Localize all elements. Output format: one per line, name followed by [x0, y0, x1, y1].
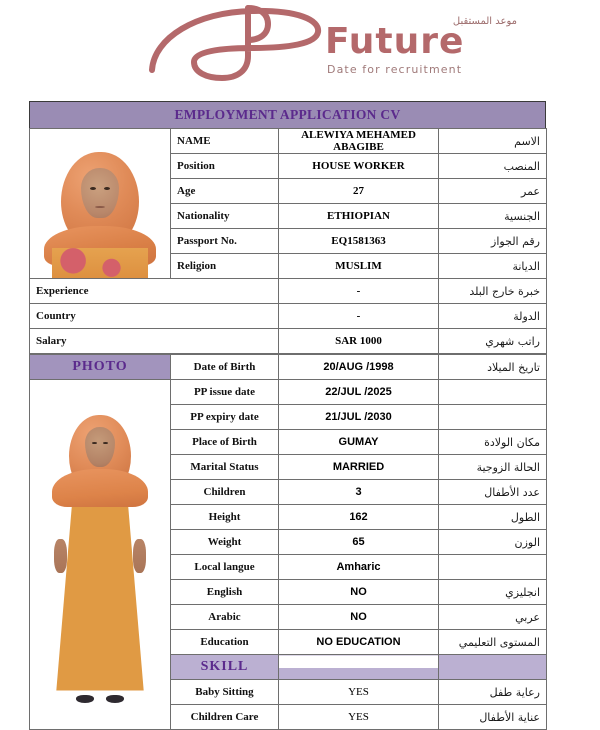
- row-arabic-label: الوزن: [439, 530, 547, 555]
- details-table: [29, 354, 547, 730]
- row-label: PP issue date: [171, 380, 279, 405]
- row-label: Height: [171, 505, 279, 530]
- row-label: Marital Status: [171, 455, 279, 480]
- row-arabic-label: راتب شهري: [439, 329, 547, 354]
- row-label: Experience: [30, 279, 279, 304]
- row-arabic-label: الجنسية: [439, 204, 547, 229]
- logo-wordmark: Future: [325, 21, 465, 62]
- headshot-photo-cell: [30, 129, 171, 279]
- row-label: Passport No.: [171, 229, 279, 254]
- row-label: Religion: [171, 254, 279, 279]
- row-label: Country: [30, 304, 279, 329]
- row-value: YES: [279, 680, 439, 705]
- row-arabic-label: الحالة الزوجية: [439, 455, 547, 480]
- row-arabic-label: تاريخ الميلاد: [439, 355, 547, 380]
- row-value: 21/JUL /2030: [279, 405, 439, 430]
- row-value: MUSLIM: [279, 254, 439, 279]
- row-arabic-label: [439, 405, 547, 430]
- row-value: -: [279, 304, 439, 329]
- row-label: Weight: [171, 530, 279, 555]
- photo-header-band: [30, 355, 171, 380]
- row-value: 27: [279, 179, 439, 204]
- photo-eye-left: [92, 442, 97, 444]
- row-value: 65: [279, 530, 439, 555]
- photo-header-label: PHOTO: [72, 359, 128, 374]
- row-arabic-label: عناية الأطفال: [439, 705, 547, 730]
- row-label: Nationality: [171, 204, 279, 229]
- headshot-photo: [36, 130, 164, 278]
- row-value: EQ1581363: [279, 229, 439, 254]
- row-value: YES: [279, 705, 439, 730]
- row-arabic-label: المستوى التعليمي: [439, 630, 547, 655]
- row-label: Age: [171, 179, 279, 204]
- company-logo-area: [0, 0, 600, 95]
- row-label: PP expiry date: [171, 405, 279, 430]
- row-value: 22/JUL /2025: [279, 380, 439, 405]
- row-label: Children Care: [171, 705, 279, 730]
- row-value: NO: [279, 580, 439, 605]
- row-value: HOUSE WORKER: [279, 154, 439, 179]
- row-arabic-label: عربي: [439, 605, 547, 630]
- row-value: MARRIED: [279, 455, 439, 480]
- skill-header-band: [171, 655, 279, 680]
- row-value: 20/AUG /1998: [279, 355, 439, 380]
- future-logo-mark: [148, 4, 353, 84]
- row-value: ALEWIYA MEHAMED ABAGIBE: [279, 129, 439, 154]
- document-title-band: [29, 101, 546, 128]
- page-title: EMPLOYMENT APPLICATION CV: [174, 107, 401, 122]
- row-arabic-label: انجليزي: [439, 580, 547, 605]
- table-row: [30, 279, 547, 304]
- row-label: Arabic: [171, 605, 279, 630]
- photo-mouth: [95, 206, 105, 208]
- row-arabic-label: الدولة: [439, 304, 547, 329]
- row-value: Amharic: [279, 555, 439, 580]
- logo-tagline: Date for recruitment: [327, 63, 463, 76]
- photo-face: [85, 427, 115, 467]
- skill-header-gap: [279, 655, 439, 680]
- photo-eye-right: [104, 187, 110, 190]
- row-label: NAME: [171, 129, 279, 154]
- row-label: Children: [171, 480, 279, 505]
- fullbody-photo-cell: [30, 380, 171, 730]
- row-arabic-label: عمر: [439, 179, 547, 204]
- photo-dress: [48, 493, 152, 691]
- row-arabic-label: المنصب: [439, 154, 547, 179]
- row-label: Place of Birth: [171, 430, 279, 455]
- skill-header-filler: [439, 655, 547, 680]
- row-arabic-label: رعاية طفل: [439, 680, 547, 705]
- table-row: [30, 129, 547, 154]
- row-arabic-label: الديانة: [439, 254, 547, 279]
- row-value: GUMAY: [279, 430, 439, 455]
- row-label: Position: [171, 154, 279, 179]
- row-arabic-label: [439, 380, 547, 405]
- logo-arabic-text: موعد المستقبل: [452, 16, 517, 27]
- row-value: -: [279, 279, 439, 304]
- row-label: Baby Sitting: [171, 680, 279, 705]
- photo-arm-right: [133, 539, 146, 573]
- photo-shoe-right: [106, 695, 124, 703]
- row-label: Salary: [30, 329, 279, 354]
- row-value: NO: [279, 605, 439, 630]
- photo-arm-left: [54, 539, 67, 573]
- table-row: [30, 355, 547, 380]
- row-value: 162: [279, 505, 439, 530]
- photo-shoe-left: [76, 695, 94, 703]
- row-label: Date of Birth: [171, 355, 279, 380]
- row-arabic-label: مكان الولادة: [439, 430, 547, 455]
- row-label: English: [171, 580, 279, 605]
- table-row: [30, 329, 547, 354]
- row-arabic-label: عدد الأطفال: [439, 480, 547, 505]
- table-row: [30, 380, 547, 405]
- row-label: Local langue: [171, 555, 279, 580]
- row-arabic-label: خبرة خارج البلد: [439, 279, 547, 304]
- row-value: SAR 1000: [279, 329, 439, 354]
- personal-info-table: [29, 128, 547, 354]
- row-arabic-label: رقم الجواز: [439, 229, 547, 254]
- row-value: ETHIOPIAN: [279, 204, 439, 229]
- row-arabic-label: [439, 555, 547, 580]
- skill-header-label: SKILL: [200, 659, 249, 674]
- row-value: 3: [279, 480, 439, 505]
- photo-eye-left: [90, 187, 96, 190]
- photo-shawl: [52, 469, 148, 507]
- table-row: [30, 304, 547, 329]
- cv-document: [29, 101, 546, 730]
- row-value: NO EDUCATION: [279, 630, 439, 655]
- row-arabic-label: الاسم: [439, 129, 547, 154]
- photo-face: [81, 168, 119, 218]
- fullbody-photo: [36, 389, 164, 721]
- photo-dress: [52, 248, 148, 278]
- row-label: Education: [171, 630, 279, 655]
- row-arabic-label: الطول: [439, 505, 547, 530]
- photo-eye-right: [103, 442, 108, 444]
